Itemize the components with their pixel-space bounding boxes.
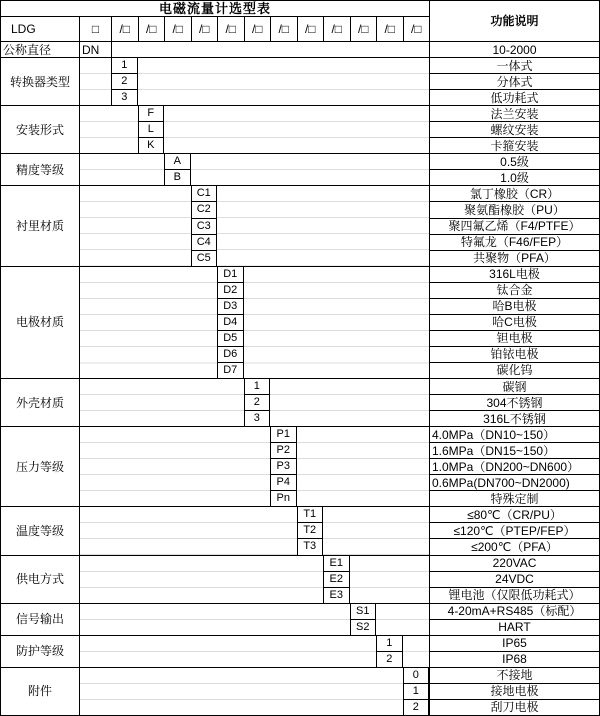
function-cell: 铂铱电极 <box>429 346 599 362</box>
empty-span <box>403 635 430 667</box>
diameter-label: 公称直径 <box>1 41 79 57</box>
model-code-slash-box: /□ <box>111 16 138 41</box>
function-cell: 共聚物（PFA） <box>429 250 599 266</box>
empty-span <box>111 41 429 57</box>
function-cell: 分体式 <box>429 73 599 89</box>
function-cell: 一体式 <box>429 57 599 73</box>
code-cell: D7 <box>217 362 244 378</box>
empty-span <box>79 426 270 506</box>
empty-span <box>79 266 217 378</box>
code-cell: P3 <box>270 458 297 474</box>
function-cell: 0.5级 <box>429 153 599 169</box>
empty-span <box>79 185 191 265</box>
model-code-label: LDG <box>1 16 79 41</box>
diameter-code: DN <box>79 41 111 57</box>
function-cell: 碳钢 <box>429 378 599 394</box>
code-cell: C2 <box>191 201 218 217</box>
function-cell: 氯丁橡胶（CR） <box>429 185 599 201</box>
code-cell: D3 <box>217 298 244 314</box>
code-cell: 2 <box>111 73 138 89</box>
code-cell: Pn <box>270 490 297 506</box>
code-cell: 3 <box>244 410 271 426</box>
model-code-slash-box: /□ <box>323 16 350 41</box>
function-cell: 聚氨酯橡胶（PU） <box>429 201 599 217</box>
function-cell: 316L不锈钢 <box>429 410 599 426</box>
empty-span <box>79 667 403 715</box>
code-cell: C4 <box>191 234 218 250</box>
code-cell: D1 <box>217 266 244 282</box>
group-label: 防护等级 <box>1 635 79 667</box>
model-code-slash-box: /□ <box>350 16 377 41</box>
empty-span <box>79 603 350 635</box>
empty-span <box>79 57 111 105</box>
code-cell: C5 <box>191 250 218 266</box>
group-label: 电极材质 <box>1 266 79 378</box>
code-cell: 1 <box>376 635 403 651</box>
code-cell: E1 <box>323 555 350 571</box>
function-cell: IP65 <box>429 635 599 651</box>
group-label: 附件 <box>1 667 79 715</box>
function-cell: 220VAC <box>429 555 599 571</box>
function-cell: 卡箍安装 <box>429 137 599 153</box>
group-label: 衬里材质 <box>1 185 79 265</box>
function-cell: 特氟龙（F46/FEP） <box>429 234 599 250</box>
code-cell: K <box>138 137 165 153</box>
group-label: 外壳材质 <box>1 378 79 426</box>
empty-span <box>323 506 429 554</box>
code-cell: S1 <box>350 603 377 619</box>
code-cell: 1 <box>111 57 138 73</box>
empty-span <box>164 105 429 153</box>
code-cell: D2 <box>217 282 244 298</box>
model-code-slash-box: /□ <box>376 16 403 41</box>
group-label: 信号输出 <box>1 603 79 635</box>
diameter-function: 10-2000 <box>429 41 599 57</box>
code-cell: D6 <box>217 346 244 362</box>
group-label: 温度等级 <box>1 506 79 554</box>
empty-span <box>376 603 429 635</box>
function-cell: HART <box>429 619 599 635</box>
code-cell: B <box>164 169 191 185</box>
empty-span <box>79 105 138 153</box>
function-cell: 法兰安装 <box>429 105 599 121</box>
model-code-slash-box: /□ <box>164 16 191 41</box>
code-cell: L <box>138 121 165 137</box>
code-cell: 2 <box>376 651 403 667</box>
function-cell: 4-20mA+RS485（标配） <box>429 603 599 619</box>
function-cell: 低功耗式 <box>429 89 599 105</box>
model-code-slash-box: /□ <box>403 16 430 41</box>
code-cell: 1 <box>244 378 271 394</box>
empty-span <box>270 378 429 426</box>
code-cell: F <box>138 105 165 121</box>
empty-span <box>138 57 430 105</box>
empty-span <box>79 506 297 554</box>
code-cell: D4 <box>217 314 244 330</box>
code-cell: C3 <box>191 218 218 234</box>
function-column-header: 功能说明 <box>429 1 599 41</box>
function-cell: 碳化钨 <box>429 362 599 378</box>
empty-span <box>79 635 376 667</box>
code-cell: E2 <box>323 571 350 587</box>
function-cell: 1.0MPa（DN200~DN600） <box>429 458 599 474</box>
code-cell: P2 <box>270 442 297 458</box>
code-cell: 2 <box>244 394 271 410</box>
empty-span <box>297 426 430 506</box>
code-cell: T2 <box>297 522 324 538</box>
model-code-box: □ <box>79 16 111 41</box>
function-cell: 锂电池（仅限低功耗式） <box>429 587 599 603</box>
model-code-slash-box: /□ <box>244 16 271 41</box>
model-code-slash-box: /□ <box>138 16 165 41</box>
code-cell: P4 <box>270 474 297 490</box>
model-code-slash-box: /□ <box>191 16 218 41</box>
function-cell: 螺纹安装 <box>429 121 599 137</box>
function-cell: 4.0MPa（DN10~150） <box>429 426 599 442</box>
function-cell: 钽电极 <box>429 330 599 346</box>
code-cell: 1 <box>403 683 430 699</box>
function-cell: 钛合金 <box>429 282 599 298</box>
model-code-slash-box: /□ <box>270 16 297 41</box>
function-cell: 1.0级 <box>429 169 599 185</box>
function-cell: 特殊定制 <box>429 490 599 506</box>
function-cell: ≤80℃（CR/PU） <box>429 506 599 522</box>
code-cell: P1 <box>270 426 297 442</box>
function-cell: ≤120℃（PTEP/FEP） <box>429 522 599 538</box>
page-title: 电磁流量计选型表 <box>158 1 271 16</box>
code-cell: T1 <box>297 506 324 522</box>
function-cell: 哈B电极 <box>429 298 599 314</box>
group-label: 安装形式 <box>1 105 79 153</box>
function-cell: 0.6MPa(DN700~DN2000) <box>429 474 599 490</box>
function-cell: 聚四氟乙烯（F4/PTFE） <box>429 218 599 234</box>
empty-span <box>244 266 430 378</box>
function-cell: ≤200℃（PFA） <box>429 538 599 554</box>
function-cell: 接地电极 <box>429 683 599 699</box>
group-label: 精度等级 <box>1 153 79 185</box>
code-cell: A <box>164 153 191 169</box>
group-label: 压力等级 <box>1 426 79 506</box>
empty-span <box>79 153 164 185</box>
function-cell: IP68 <box>429 651 599 667</box>
code-cell: S2 <box>350 619 377 635</box>
empty-span <box>350 555 430 603</box>
empty-span <box>79 555 323 603</box>
code-cell: D5 <box>217 330 244 346</box>
code-cell: 3 <box>111 89 138 105</box>
code-cell: E3 <box>323 587 350 603</box>
code-cell: 2 <box>403 699 430 715</box>
function-cell: 1.6MPa（DN15~150） <box>429 442 599 458</box>
function-cell: 哈C电极 <box>429 314 599 330</box>
code-cell: 0 <box>403 667 430 683</box>
function-cell: 24VDC <box>429 571 599 587</box>
code-cell: T3 <box>297 538 324 554</box>
group-label: 供电方式 <box>1 555 79 603</box>
empty-span <box>79 378 244 426</box>
empty-span <box>191 153 430 185</box>
function-cell: 316L电极 <box>429 266 599 282</box>
model-code-slash-box: /□ <box>217 16 244 41</box>
code-cell: C1 <box>191 185 218 201</box>
group-label: 转换器类型 <box>1 57 79 105</box>
model-code-slash-box: /□ <box>297 16 324 41</box>
empty-span <box>217 185 429 265</box>
function-cell: 刮刀电极 <box>429 699 599 715</box>
function-cell: 304不锈钢 <box>429 394 599 410</box>
function-cell: 不接地 <box>429 667 599 683</box>
